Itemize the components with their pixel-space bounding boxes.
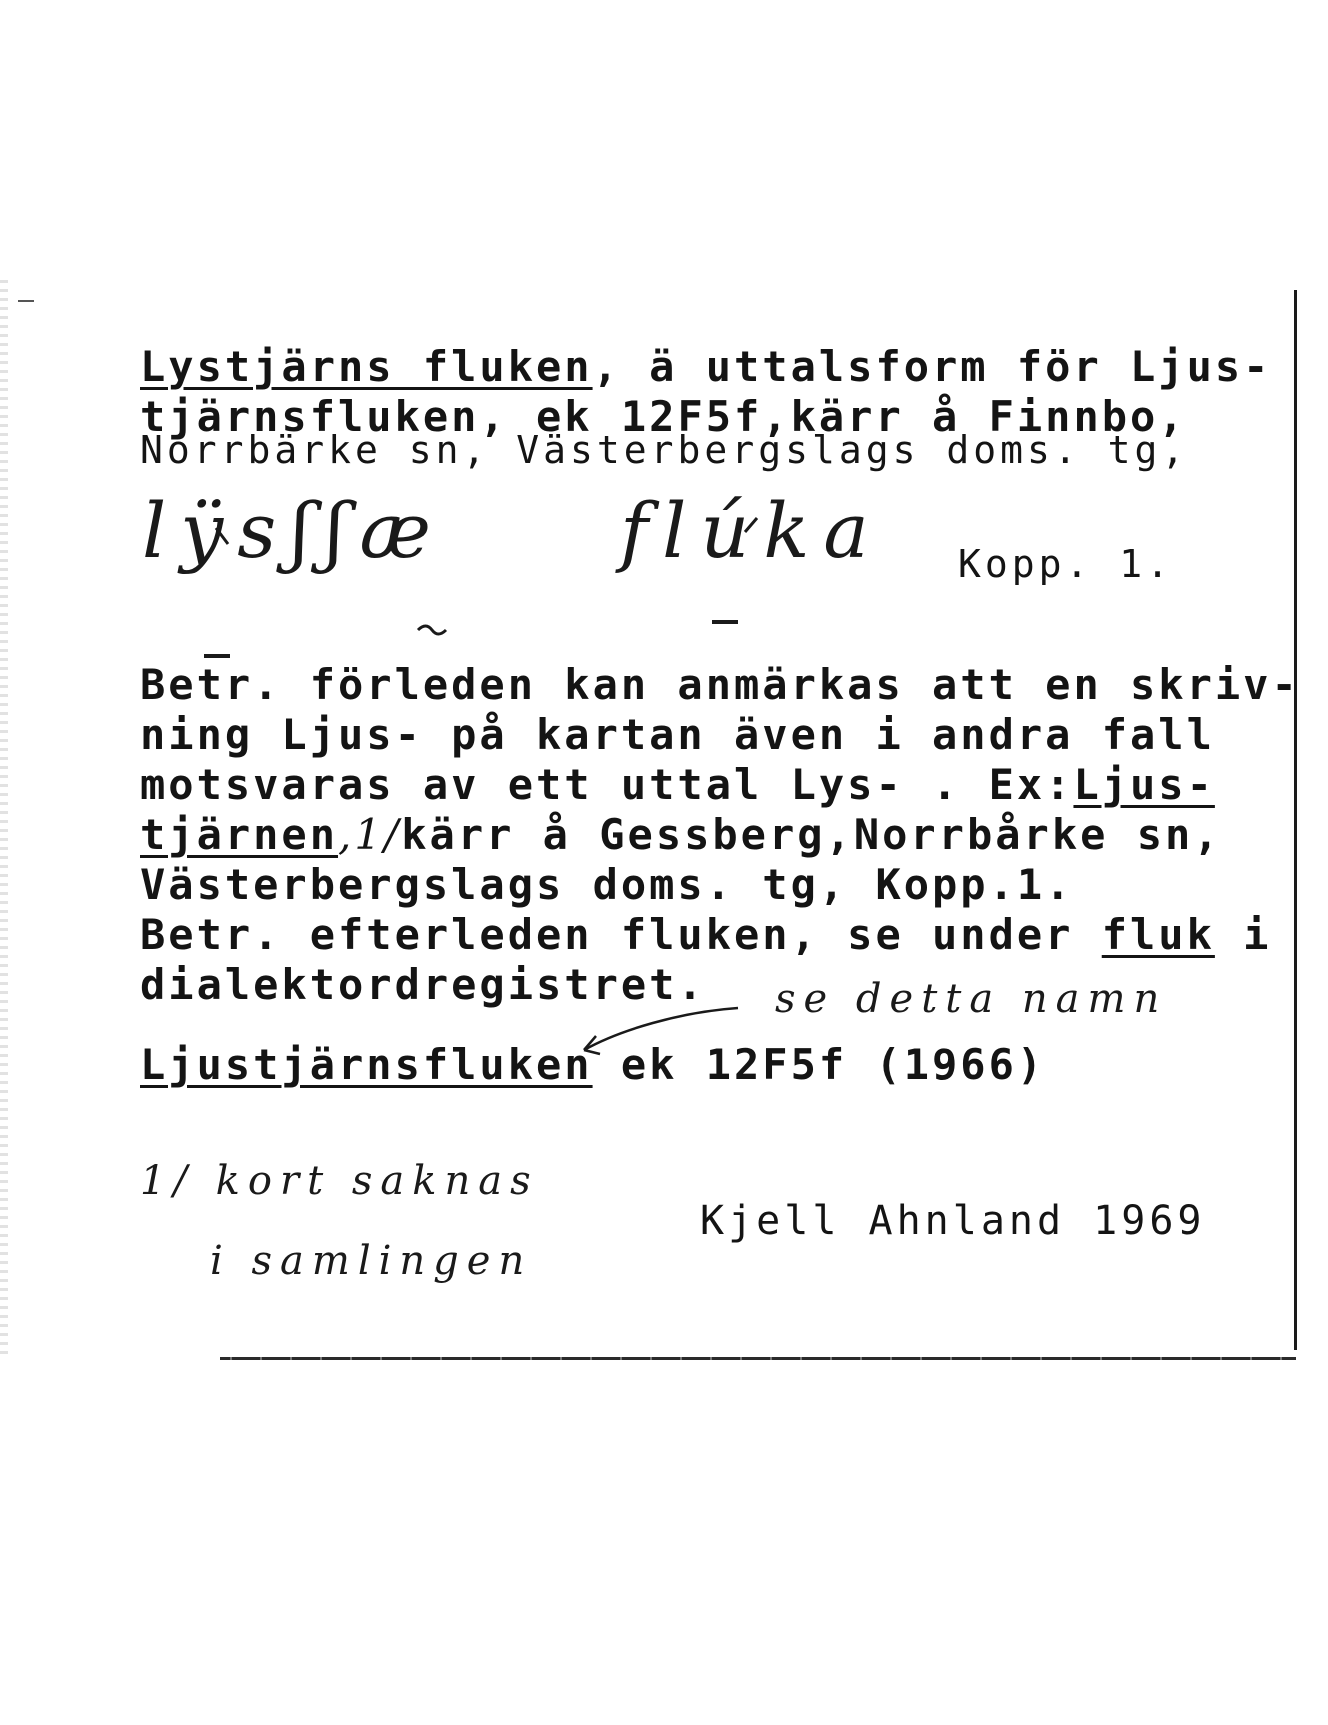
entry-reference: , ek 12F5f,kärr å Finnbo, bbox=[479, 392, 1187, 441]
handwritten-footnote-line-2: i samlingen bbox=[210, 1238, 533, 1284]
cross-reference-fluk: fluk bbox=[1101, 910, 1215, 959]
phonetic-transcription-2: flúka bbox=[620, 486, 883, 575]
entry-name: tjärnsfluken bbox=[140, 392, 480, 441]
paragraph-1-line-2: ning Ljus- på kartan även i andra fall bbox=[140, 710, 1215, 759]
headword-definition: , ä uttalsform för Ljus- bbox=[592, 342, 1272, 391]
reference-name: Ljustjärnsfluken bbox=[140, 1040, 593, 1089]
headword: Lystjärns fluken bbox=[140, 342, 593, 391]
signature: Kjell Ahnland 1969 bbox=[700, 1198, 1206, 1244]
entry-location: Norrbärke sn, Västerbergslags doms. tg, bbox=[140, 428, 1189, 472]
kopp-reference: Kopp. 1. bbox=[958, 542, 1174, 586]
handwritten-see-note: se detta namn bbox=[775, 976, 1168, 1022]
arrow-line bbox=[584, 1008, 738, 1050]
paragraph-1-line-3-text: motsvaras av ett uttal Lys- . Ex: bbox=[140, 760, 1074, 809]
phonetic-transcription-1: lÿsʃʃæ bbox=[142, 486, 445, 575]
example-ljus: Ljus- bbox=[1073, 760, 1215, 809]
paragraph-1-line-4-text: kärr å Gessberg,Norrbårke sn, bbox=[401, 810, 1222, 859]
handwritten-footnote-line-1: 1/ kort saknas bbox=[140, 1158, 539, 1204]
paragraph-2-end: i bbox=[1214, 910, 1272, 959]
reference-details: ek 12F5f (1966) bbox=[620, 1040, 1046, 1089]
paragraph-1-line-5: Västerbergslags doms. tg, Kopp.1. bbox=[140, 860, 1074, 909]
accent-mark-3 bbox=[745, 518, 757, 532]
example-tjarnen: tjärnen bbox=[140, 810, 339, 859]
tilde-mark bbox=[418, 626, 446, 634]
accent-mark-1 bbox=[216, 528, 228, 544]
paragraph-2-text: Betr. efterleden fluken, se under bbox=[140, 910, 1102, 959]
paragraph-2-line-2: dialektordregistret. bbox=[140, 960, 706, 1009]
footnote-mark: ,1/ bbox=[338, 810, 402, 859]
paragraph-1-line-1: Betr. förleden kan anmärkas att en skriv- bbox=[140, 660, 1300, 709]
